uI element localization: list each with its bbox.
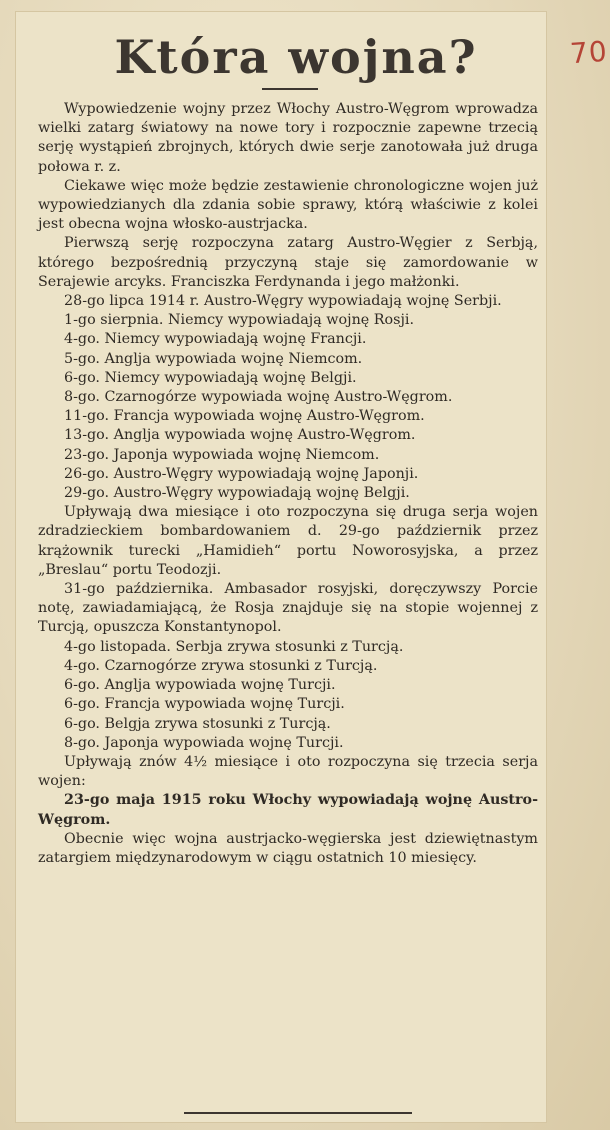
article-paragraph: 28-go lipca 1914 r. Austro-Węgry wypowiadają wojnę Serbji.	[64, 293, 502, 310]
article-body	[38, 100, 538, 868]
article-paragraph: 29-go. Austro-Węgry wypowiadają wojnę Belgji.	[64, 485, 410, 502]
headline-rule	[262, 88, 318, 90]
article-paragraph: 6-go. Anglja wypowiada wojnę Turcji.	[64, 677, 336, 694]
article-paragraph: Ciekawe więc może będzie zestawienie chronologiczne wojen już wypowiedzianych dla zdania sobie sprawy, którą właściwie z kolei jest obecna wojna włosko-austrjacka.	[38, 177, 538, 233]
article-paragraph: 31-go października. Ambasador rosyjski, doręczywszy Porcie notę, zawiadamiającą, że Rosja znajduje się na stopie wojennej z Turcją, opuszcza Konstantynopol.	[38, 581, 538, 636]
article-paragraph: Upływają dwa miesiące i oto rozpoczyna się druga serja wojen zdradzieckiem bombardowaniem d. 29-go październik przez krążownik turecki „Hamidieh“ portu Noworosyjska, a przez „Breslau“ portu Teodozji.	[38, 504, 538, 578]
article-paragraph: 4-go. Niemcy wypowiadają wojnę Francji.	[64, 331, 367, 348]
article-paragraph: 6-go. Francja wypowiada wojnę Turcji.	[64, 696, 345, 713]
article-paragraph: 5-go. Anglja wypowiada wojnę Niemcom.	[64, 350, 363, 367]
article-paragraph: 4-go. Czarnogórze zrywa stosunki z Turcją.	[64, 657, 378, 674]
article-paragraph: 13-go. Anglja wypowiada wojnę Austro-Węgrom.	[64, 427, 416, 444]
handwritten-page-number: 70	[568, 34, 609, 71]
headline: Która wojna?	[114, 30, 478, 84]
newspaper-clipping	[16, 12, 546, 1122]
article-paragraph: 6-go. Belgja zrywa stosunki z Turcją.	[64, 715, 331, 732]
closing-rule	[184, 1112, 412, 1114]
article-paragraph: 11-go. Francja wypowiada wojnę Austro-Węgrom.	[64, 408, 425, 425]
article-paragraph: Pierwszą serję rozpoczyna zatarg Austro-Węgier z Serbją, którego bezpośrednią przyczyną staje się zamordowanie w Serajewie arcyks. Franciszka Ferdynanda i jego małżonki.	[38, 235, 538, 290]
article-paragraph: 8-go. Czarnogórze wypowiada wojnę Austro-Węgrom.	[64, 389, 453, 406]
article-paragraph: 4-go listopada. Serbja zrywa stosunki z Turcją.	[64, 638, 404, 655]
article-paragraph: Wypowiedzenie wojny przez Włochy Austro-Węgrom wprowadza wielki zatarg światowy na nowe tory i rozpocznie zapewne trzecią serję wystąpień zbrojnych, których dwie serje zanotowała już druga połowa r. z.	[38, 101, 538, 175]
article-paragraph: 23-go maja 1915 roku Włochy wypowiadają wojnę Austro-Węgrom.	[38, 792, 538, 828]
article-paragraph: Upływają znów 4½ miesiące i oto rozpoczyna się trzecia serja wojen:	[38, 753, 538, 790]
article-paragraph: Obecnie więc wojna austrjacko-węgierska jest dziewiętnastym zatargiem międzynarodowym w ciągu ostatnich 10 miesięcy.	[38, 830, 538, 866]
article-paragraph: 1-go sierpnia. Niemcy wypowiadają wojnę Rosji.	[64, 312, 415, 329]
article-paragraph: 23-go. Japonja wypowiada wojnę Niemcom.	[64, 446, 380, 463]
article-paragraph: 26-go. Austro-Węgry wypowiadają wojnę Japonji.	[64, 465, 419, 482]
article-paragraph: 8-go. Japonja wypowiada wojnę Turcji.	[64, 734, 344, 751]
article-paragraph: 6-go. Niemcy wypowiadają wojnę Belgji.	[64, 369, 357, 386]
